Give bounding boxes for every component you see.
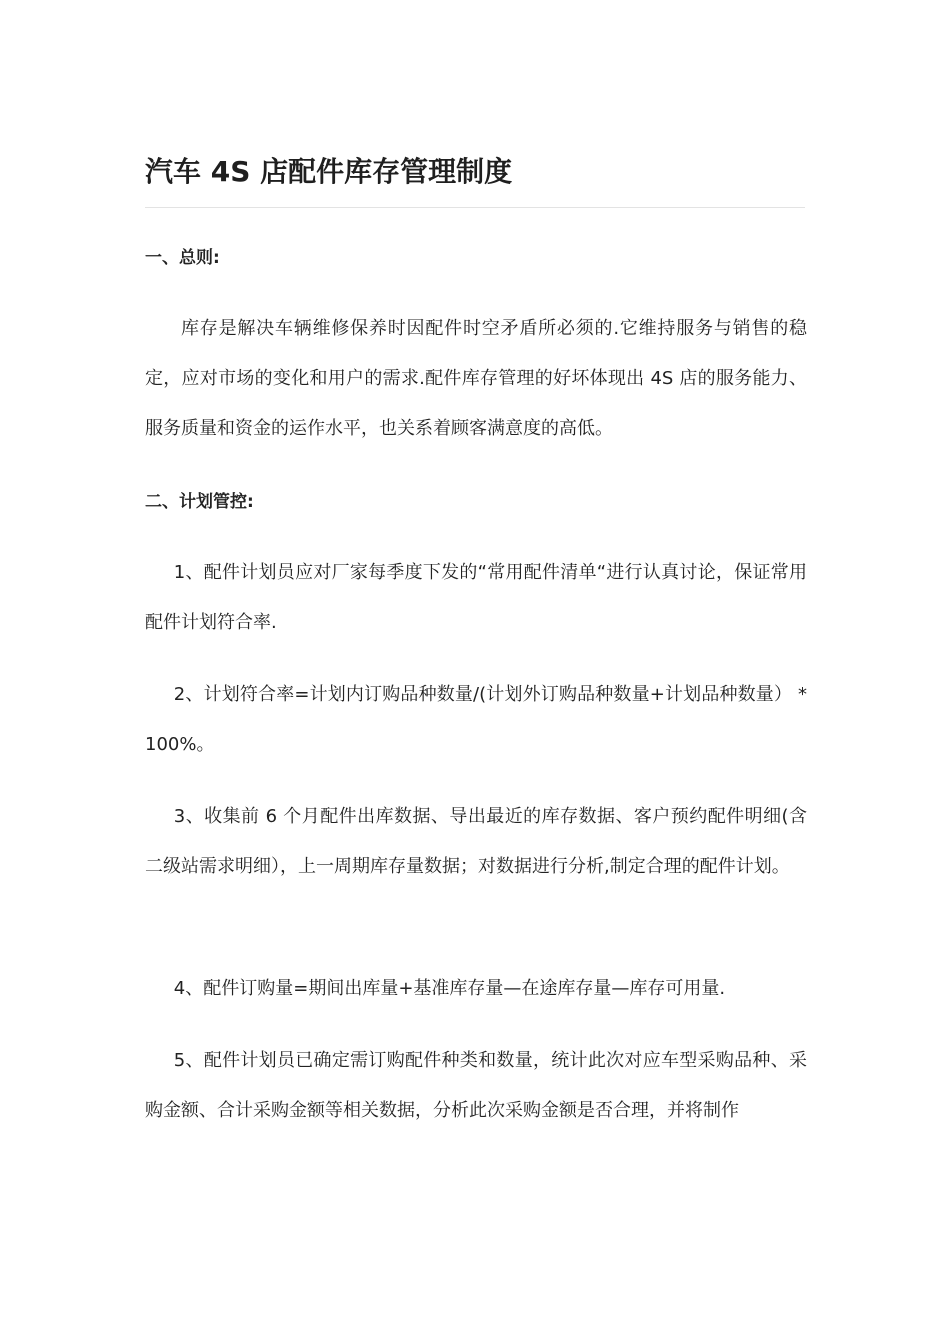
- paragraph-item-2: 2、计划符合率=计划内订购品种数量/(计划外订购品种数量+计划品种数量） * 100%。: [145, 684, 807, 755]
- paragraph-general: 库存是解决车辆维修保养时因配件时空矛盾所必须的.它维持服务与销售的稳定，应对市场的变化和用户的需求.配件库存管理的好坏体现出 4S 店的服务能力、服务质量和资金的运作水平，也关系着顾客满意度的高低。: [145, 318, 807, 439]
- title-divider: [145, 207, 805, 208]
- paragraph-item-3: 3、收集前 6 个月配件出库数据、导出最近的库存数据、客户预约配件明细(含二级站需求明细），上一周期库存量数据；对数据进行分析,制定合理的配件计划。: [145, 806, 807, 877]
- document-title: 汽车 4S 店配件库存管理制度: [145, 155, 513, 188]
- section-heading-general: 一、总则:: [145, 248, 220, 268]
- paragraph-item-5: 5、配件计划员已确定需订购配件种类和数量，统计此次对应车型采购品种、采购金额、合计采购金额等相关数据，分析此次采购金额是否合理，并将制作: [145, 1050, 807, 1121]
- section-heading-plan-control: 二、计划管控:: [145, 492, 254, 512]
- paragraph-item-1: 1、配件计划员应对厂家每季度下发的“常用配件清单“进行认真讨论，保证常用配件计划符合率.: [145, 562, 807, 633]
- paragraph-item-4: 4、配件订购量=期间出库量+基准库存量—在途库存量—库存可用量.: [173, 978, 726, 999]
